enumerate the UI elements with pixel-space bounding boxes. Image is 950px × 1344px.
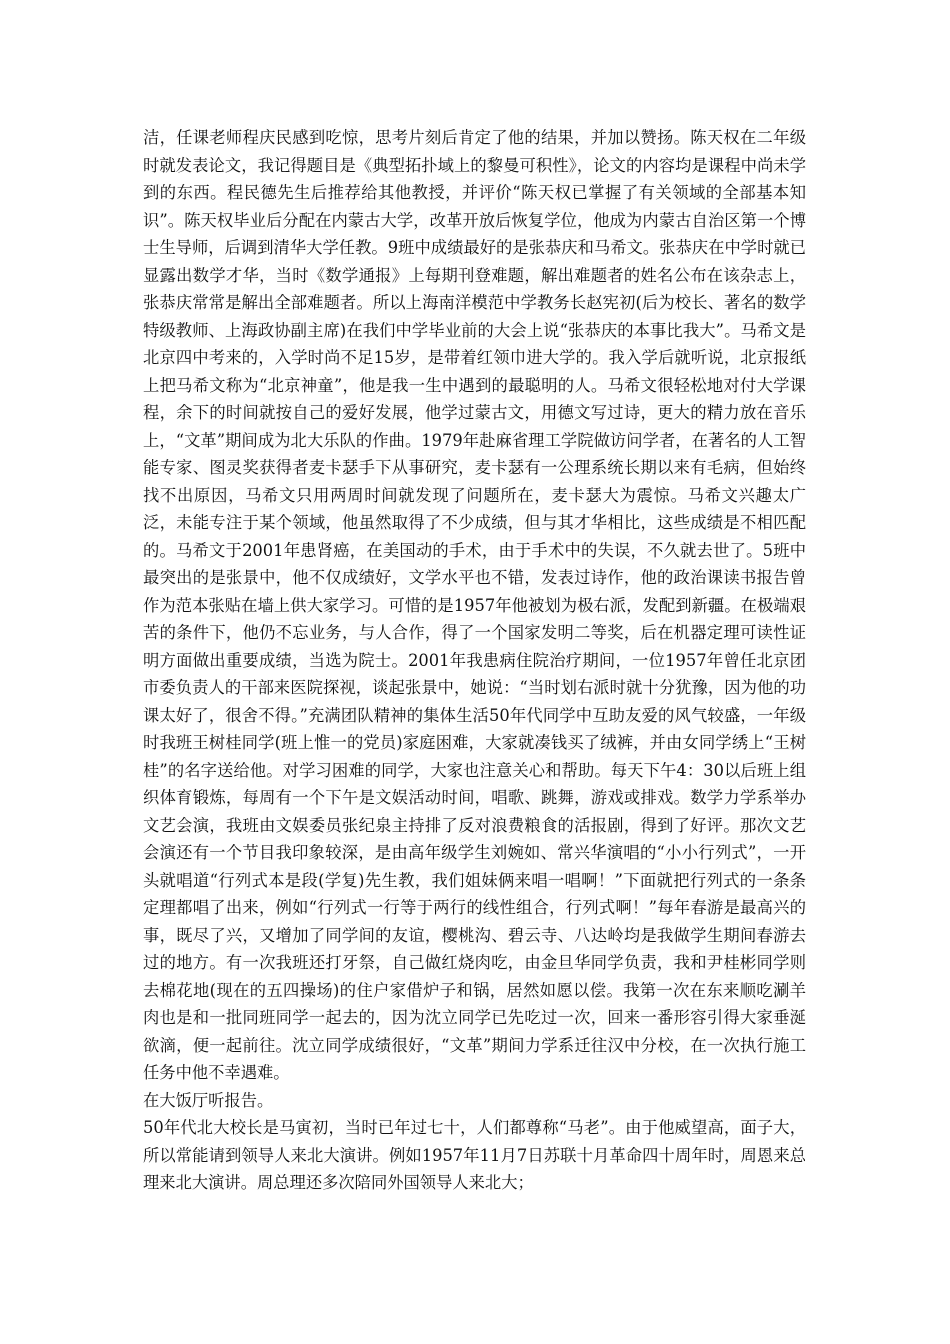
section-heading: 在大饭厅听报告。 bbox=[143, 1090, 274, 1110]
document-page bbox=[143, 124, 806, 1197]
body-paragraph-2: 50年代北大校长是马寅初，当时已年过七十，人们都尊称“马老”。由于他威望高，面子大，所以常能请到领导人来北大演讲。例如1957年11月7日苏联十月革命四十周年时，周恩来总理来北大演讲。周总理还多次陪同外国领导人来北大； bbox=[143, 1118, 806, 1192]
body-paragraph-1: 洁，任课老师程庆民感到吃惊，思考片刻后肯定了他的结果，并加以赞扬。陈天权在二年级时就发表论文，我记得题目是《典型拓扑域上的黎曼可积性》，论文的内容均是课程中尚未学到的东西。程民德先生后推荐给其他教授，并评价“陈天权已掌握了有关领域的全部基本知识”。陈天权毕业后分配在内蒙古大学，改革开放后恢复学位，他成为内蒙古自治区第一个博士生导师，后调到清华大学任教。9班中成绩最好的是张恭庆和马希文。张恭庆在中学时就已显露出数学才华，当时《数学通报》上每期刊登难题，解出难题者的姓名公布在该杂志上，张恭庆常常是解出全部难题者。所以上海南洋模范中学教务长赵宪初(后为校长、著名的数学特级教师、上海政协副主席)在我们中学毕业前的大会上说“张恭庆的本事比我大”。马希文是北京四中考来的，入学时尚不足15岁，是带着红领巾进大学的。我入学后就听说，北京报纸上把马希文称为“北京神童”，他是我一生中遇到的最聪明的人。马希文很轻松地对付大学课程，余下的时间就按自己的爱好发展，他学过蒙古文，用德文写过诗，更大的精力放在音乐上，“文革”期间成为北大乐队的作曲。1979年赴麻省理工学院做访问学者，在著名的人工智能专家、图灵奖获得者麦卡瑟手下从事研究，麦卡瑟有一公理系统长期以来有毛病，但始终找不出原因，马希文只用两周时间就发现了问题所在，麦卡瑟大为震惊。马希文兴趣太广泛，未能专注于某个领域，他虽然取得了不少成绩，但与其才华相比，这些成绩是不相匹配的。马希文于2001年患肾癌，在美国动的手术，由于手术中的失误，不久就去世了。5班中最突出的是张景中，他不仅成绩好，文学水平也不错，发表过诗作，他的政治课读书报告曾作为范本张贴在墙上供大家学习。可惜的是1957年他被划为极右派，发配到新疆。在极端艰苦的条件下，他仍不忘业务，与人合作，得了一个国家发明二等奖，后在机器定理可读性证明方面做出重要成绩，当选为院士。2001年我患病住院治疗期间，一位1957年曾任北京团市委负责人的干部来医院探视，谈起张景中，她说：“当时划右派时就十分犹豫，因为他的功课太好了，很舍不得。”充满团队精神的集体生活50年代同学中互助友爱的风气较盛，一年级时我班王树桂同学(班上惟一的党员)家庭困难，大家就凑钱买了绒裤，并由女同学绣上“王树桂”的名字送给他。对学习困难的同学，大家也注意关心和帮助。每天下午4：30以后班上组织体育锻炼，每周有一个下午是文娱活动时间，唱歌、跳舞，游戏或排戏。数学力学系举办文艺会演，我班由文娱委员张纪泉主持排了反对浪费粮食的活报剧，得到了好评。那次文艺会演还有一个节目我印象较深，是由高年级学生刘婉如、常兴华演唱的“小小行列式”，一开头就唱道“行列式本是段(学复)先生教，我们姐妹俩来唱一唱啊！”下面就把行列式的一条条定理都唱了出来，例如“行列式一行等于两行的线性组合，行列式啊！”每年春游是最高兴的事，既尽了兴，又增加了同学间的友谊，樱桃沟、碧云寺、八达岭均是我做学生期间春游去过的地方。有一次我班还打牙祭，自己做红烧肉吃，由金旦华同学负责，我和尹桂彬同学则去棉花地(现在的五四操场)的住户家借炉子和锅，居然如愿以偿。我第一次在东来顺吃涮羊肉也是和一批同班同学一起去的，因为沈立同学已先吃过一次，回来一番形容引得大家垂涎欲滴，便一起前往。沈立同学成绩很好，“文革”期间力学系迁往汉中分校，在一次执行施工任务中他不幸遇难。 bbox=[143, 128, 806, 1082]
